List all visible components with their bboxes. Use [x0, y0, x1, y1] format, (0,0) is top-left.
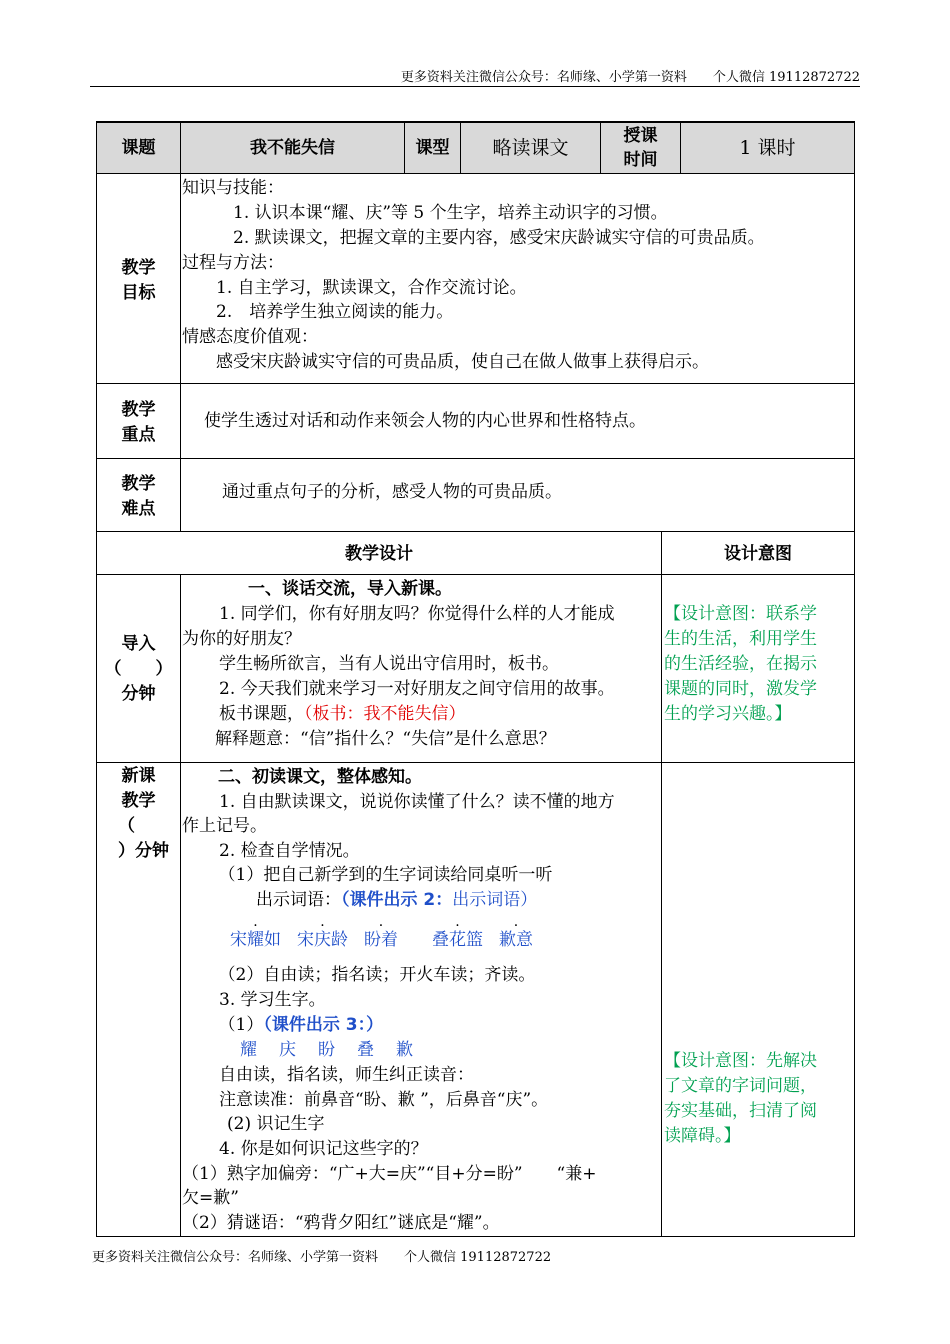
- new-line: (2) 识记生字: [210, 1114, 325, 1134]
- new-line: 1. 自由默读课文，说说你读懂了什么？读不懂的地方: [202, 792, 615, 812]
- label-intro-1: 导入: [121, 634, 156, 654]
- label-new-3: （: [118, 816, 135, 836]
- courseware-2: （课件出示 2：: [341, 890, 453, 910]
- page-header: 更多资料关注微信公众号：名师缘、小学第一资料 个人微信 19112872722: [400, 70, 860, 85]
- label-time-1: 授课: [623, 126, 658, 146]
- label-type: 课型: [415, 138, 450, 158]
- intro-line: 1. 同学们，你有好朋友吗？你觉得什么样的人才能成: [202, 604, 615, 624]
- intro-line: 解释题意：“信”指什么？“失信”是什么意思？: [198, 729, 556, 749]
- page-footer: 更多资料关注微信公众号：名师缘、小学第一资料 个人微信 19112872722: [92, 1250, 552, 1265]
- new-line: （1）熟字加偏旁：“广+大=庆”“目+分=盼” “兼+: [182, 1164, 597, 1184]
- label-difficulty-1: 教学: [121, 474, 156, 494]
- lesson-title: 我不能失信: [250, 138, 335, 158]
- label-goals-2: 目标: [121, 283, 156, 303]
- label-focus-1: 教学: [121, 400, 156, 420]
- intro-line: 2. 今天我们就来学习一对好朋友之间守信用的故事。: [202, 679, 615, 699]
- new-line: （2）自由读；指名读；开火车读；齐读。: [210, 965, 536, 985]
- word: 宋耀如: [230, 930, 281, 950]
- label-intro-3: 分钟: [121, 684, 156, 704]
- label-new-4: ）分钟: [118, 841, 169, 861]
- new-line: （1）把自己新学到的生字词读给同桌听一听: [210, 865, 553, 885]
- new-line: 作上记号。: [182, 816, 267, 836]
- word: 歉意: [499, 930, 533, 950]
- intro-design-intent: 【设计意图：联系学 生的生活，利用学生 的生活经验，在揭示 课题的同时，激发学 生的学习兴趣。】: [664, 604, 817, 724]
- design-header-left: 教学设计: [345, 544, 413, 564]
- new-line: 4. 你是如何识记这些字的？: [202, 1139, 428, 1159]
- new-line: 欠=歉”: [182, 1188, 239, 1208]
- difficulty-text: 通过重点句子的分析，感受人物的可贵品质。: [222, 482, 562, 502]
- word: 盼着: [364, 930, 398, 950]
- label-new-2: 教学: [121, 791, 156, 811]
- new-line: 2. 检查自学情况。: [202, 841, 360, 861]
- lesson-type: 略读课文: [492, 137, 569, 159]
- new-line: （2）猜谜语：“鸦背夕阳红”谜底是“耀”。: [182, 1213, 500, 1233]
- label-goals-1: 教学: [121, 258, 156, 278]
- intro-line: 学生畅所欲言，当有人说出守信用时，板书。: [202, 654, 559, 674]
- vocabulary-words: [230, 928, 533, 953]
- label-focus-2: 重点: [121, 425, 156, 445]
- new-line: 注意读准：前鼻音“盼、歉 ”，后鼻音“庆”。: [202, 1090, 549, 1110]
- label-new-1: 新课: [121, 766, 156, 786]
- new-line: （1）（课件出示 3：）: [210, 1015, 384, 1035]
- new-line: 出示词语：（课件出示 2：出示词语）: [222, 890, 538, 910]
- courseware-3: （课件出示 3：）: [263, 1015, 384, 1035]
- board-writing: （板书：我不能失信）: [304, 704, 466, 724]
- label-topic: 课题: [121, 138, 156, 158]
- header-divider: [90, 86, 860, 87]
- new-design-intent: 【设计意图：先解决 了文章的字词问题， 夯实基础，扫清了阅 读障碍。】: [664, 1051, 817, 1146]
- new-title: 二、初读课文，整体感知。: [218, 767, 422, 787]
- focus-text: 使学生透过对话和动作来领会人物的内心世界和性格特点。: [204, 411, 646, 431]
- new-line: 自由读，指名读，师生纠正读音：: [202, 1065, 474, 1085]
- intro-line: 为你的好朋友？: [182, 629, 301, 649]
- label-time-2: 时间: [623, 150, 658, 170]
- design-header-right: 设计意图: [724, 544, 792, 564]
- lesson-duration: 1 课时: [739, 137, 796, 159]
- label-difficulty-2: 难点: [121, 499, 156, 519]
- new-characters: 耀 庆 盼 叠 歉: [240, 1040, 413, 1060]
- intro-title: 一、谈话交流，导入新课。: [248, 579, 452, 599]
- new-line: 3. 学习生字。: [202, 990, 326, 1010]
- label-intro-2: （ ）: [104, 659, 173, 679]
- word: 宋庆龄: [297, 930, 348, 950]
- word: 叠花篮: [432, 930, 483, 950]
- intro-line: 板书课题，（板书：我不能失信）: [202, 704, 466, 724]
